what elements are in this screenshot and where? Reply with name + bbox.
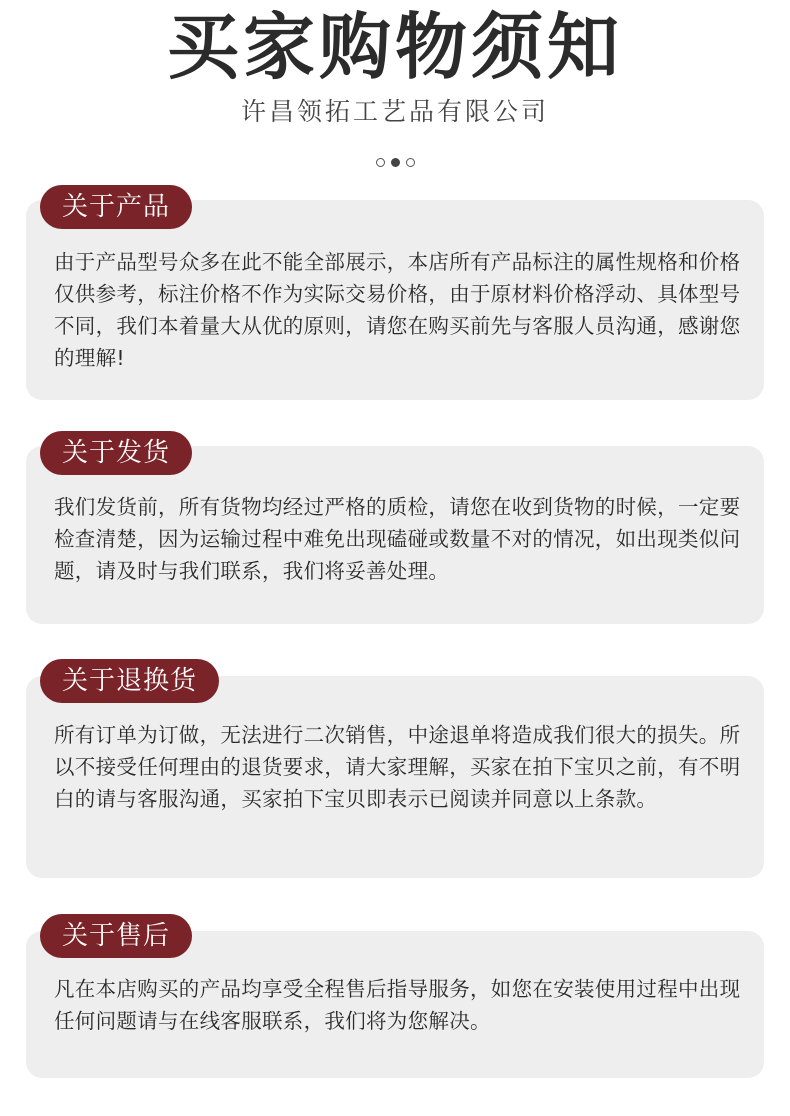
section-heading-shipping: 关于发货: [40, 431, 192, 475]
section-card-returns: [26, 676, 764, 878]
section-text: 由于产品型号众多在此不能全部展示，本店所有产品标注的属性规格和价格仅供参考，标注价格不作为实际交易价格，由于原材料价格浮动、具体型号不同，我们本着量大从优的原则，请您在购买前先与客服人员沟通，感谢您的理解!: [54, 250, 741, 370]
section-text: 所有订单为订做，无法进行二次销售，中途退单将造成我们很大的损失。所以不接受任何理由的退货要求，请大家理解，买家在拍下宝贝之前，有不明白的请与客服沟通，买家拍下宝贝即表示已阅读并同意以上条款。: [54, 723, 741, 811]
section-heading-aftersales: 关于售后: [40, 914, 192, 958]
section-text: 我们发货前，所有货物均经过严格的质检，请您在收到货物的时候，一定要检查清楚，因为运输过程中难免出现磕碰或数量不对的情况，如出现类似问题，请及时与我们联系，我们将妥善处理。: [54, 495, 741, 583]
page-title: 买家购物须知: [166, 5, 623, 89]
section-text: 凡在本店购买的产品均享受全程售后指导服务，如您在安装使用过程中出现任何问题请与在线客服联系，我们将为您解决。: [54, 977, 741, 1033]
section-heading-product: 关于产品: [40, 185, 192, 229]
pagination-dot[interactable]: [376, 158, 385, 167]
company-name: 许昌领拓工艺品有限公司: [240, 97, 549, 126]
section-card-product: [26, 200, 764, 400]
pagination-dots: [0, 158, 790, 167]
section-heading-returns: 关于退换货: [40, 659, 219, 703]
pagination-dot-active[interactable]: [391, 158, 400, 167]
pagination-dot[interactable]: [406, 158, 415, 167]
